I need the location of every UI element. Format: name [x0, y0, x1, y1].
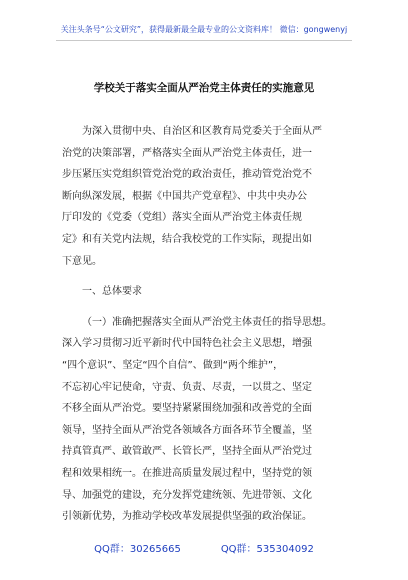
body-line: 领导，坚持全面从严治党各领域各方面各环节全覆盖，坚 [62, 424, 312, 436]
footer-qq-group-left: QQ群：30265665 [94, 544, 181, 555]
body-line: 程和效果相统一。在推进高质量发展过程中，坚持党的领 [62, 467, 312, 479]
section-heading: 一、总体要求 [82, 286, 142, 298]
header-promo-text: 关注头条号“公文研究”，获得最新最全最专业的公文资料库！ 微信：gongwenyj [60, 25, 348, 34]
body-line: 导、加强党的建设，充分发挥党建统领、先进带领、文化 [62, 489, 312, 501]
footer-qq-group-right: QQ群：535304092 [220, 544, 314, 555]
intro-line: 步压紧压实党组织管党治党的政治责任，推动管党治党不 [62, 169, 312, 181]
document-body [62, 121, 354, 528]
subsection-heading: （一）准确把握落实全面从严治党主体责任的指导思想。 [82, 316, 332, 328]
intro-line: 定》和有关党内法规，结合我校党的工作实际，现提出如 [62, 233, 312, 245]
body-line: 不忘初心牢记使命，守责、负责、尽责，一以贯之、坚定 [62, 381, 312, 393]
intro-line: 厅印发的《党委（党组）落实全面从严治党主体责任规 [62, 212, 302, 224]
intro-line: 为深入贯彻中央、自治区和区教育局党委关于全面从严 [82, 126, 322, 137]
intro-line: 治党的决策部署，严格落实全面从严治党主体责任，进一 [62, 147, 312, 159]
body-line: 深入学习贯彻习近平新时代中国特色社会主义思想，增强 [62, 338, 312, 350]
intro-line: 断向纵深发展，根据《中国共产党章程》、中共中央办公 [62, 190, 307, 202]
body-line: 引领新优势，为推动学校改革发展提供坚强的政治保证。 [62, 511, 312, 523]
body-line: “四个意识”、坚定“四个自信”、做到“两个维护”， [62, 359, 284, 371]
header-divider [56, 40, 352, 41]
document-title: 学校关于落实全面从严治党主体责任的实施意见 [93, 82, 315, 94]
body-line: 持真管真严、敢管敢严、长管长严，坚持全面从严治党过 [62, 446, 312, 458]
body-line: 不移全面从严治党。要坚持紧紧围绕加强和改善党的全面 [62, 403, 312, 415]
footer-qq-groups [0, 540, 408, 555]
intro-line: 下意见。 [62, 255, 102, 267]
